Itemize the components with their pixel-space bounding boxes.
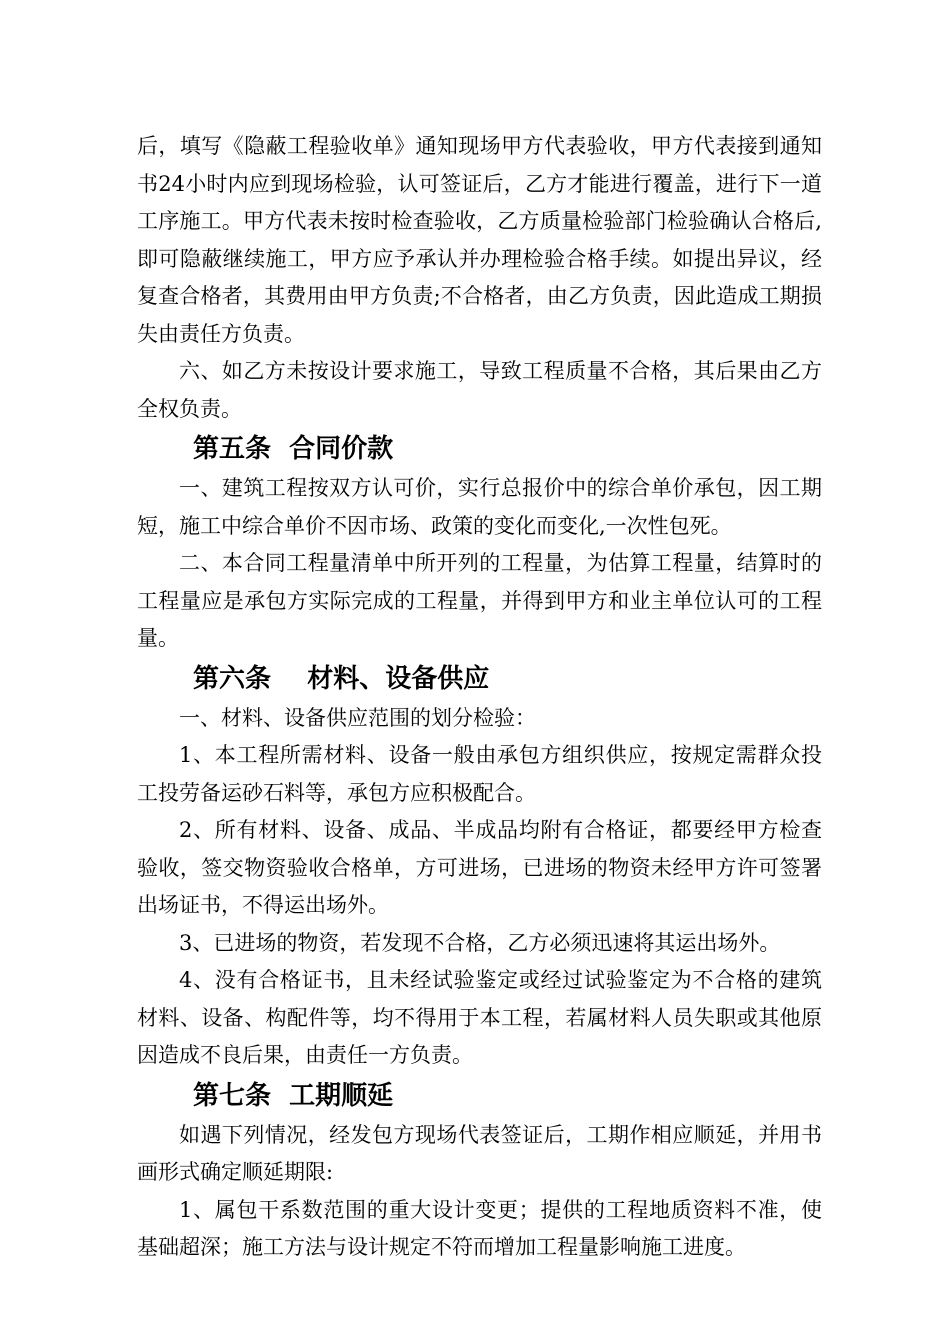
paragraph-price-item-2: 二、本合同工程量清单中所开列的工程量，为估算工程量，结算时的工程量应是承包方实际完成的工程量，并得到甲方和业主单位认可的工程量。	[137, 551, 822, 650]
paragraph-supply-item-3: 3、已进场的物资，若发现不合格，乙方必须迅速将其运出场外。	[179, 930, 781, 955]
paragraph-price-item-1: 一、建筑工程按双方认可价，实行总报价中的综合单价承包，因工期短，施工中综合单价不因市场、政策的变化而变化,一次性包死。	[137, 476, 822, 538]
paragraph-supply-item-4: 4、没有合格证书，且未经试验鉴定或经过试验鉴定为不合格的建筑材料、设备、构配件等，均不得用于本工程，若属材料人员失职或其他原因造成不良后果，由责任一方负责。	[137, 968, 822, 1067]
paragraph-extension-intro: 如遇下列情况，经发包方现场代表签证后，工期作相应顺延，并用书画形式确定顺延期限:	[137, 1122, 822, 1184]
heading-article-7-schedule-extension: 第七条 工期顺延	[193, 1080, 394, 1111]
heading-article-6-materials-supply: 第六条 材料、设备供应	[193, 663, 490, 694]
paragraph-concealed-works-acceptance: 后，填写《隐蔽工程验收单》通知现场甲方代表验收，甲方代表接到通知书24小时内应到现场检验，认可签证后，乙方才能进行覆盖，进行下一道工序施工。甲方代表未按时检查验收，乙方质量检验部门检验确认合格后,即可隐蔽继续施工，甲方应予承认并办理检验合格手续。如提出异议，经复查合格者，其费用由甲方负责;不合格者，由乙方负责，因此造成工期损失由责任方负责。	[137, 134, 822, 346]
document-page	[137, 128, 822, 1267]
paragraph-supply-scope: 一、材料、设备供应范围的划分检验：	[179, 705, 536, 730]
paragraph-supply-item-2: 2、所有材料、设备、成品、半成品均附有合格证，都要经甲方检查验收，签交物资验收合格单，方可进场，已进场的物资未经甲方许可签署出场证书，不得运出场外。	[137, 818, 822, 917]
heading-article-5-contract-price: 第五条 合同价款	[193, 434, 394, 464]
paragraph-item-6-quality: 六、如乙方未按设计要求施工，导致工程质量不合格，其后果由乙方全权负责。	[137, 359, 822, 421]
paragraph-extension-item-1: 1、属包干系数范围的重大设计变更；提供的工程地质资料不准，使基础超深；施工方法与设计规定不符而增加工程量影响施工进度。	[137, 1197, 822, 1259]
paragraph-supply-item-1: 1、本工程所需材料、设备一般由承包方组织供应，按规定需群众投工投劳备运砂石料等，承包方应积极配合。	[137, 743, 822, 805]
